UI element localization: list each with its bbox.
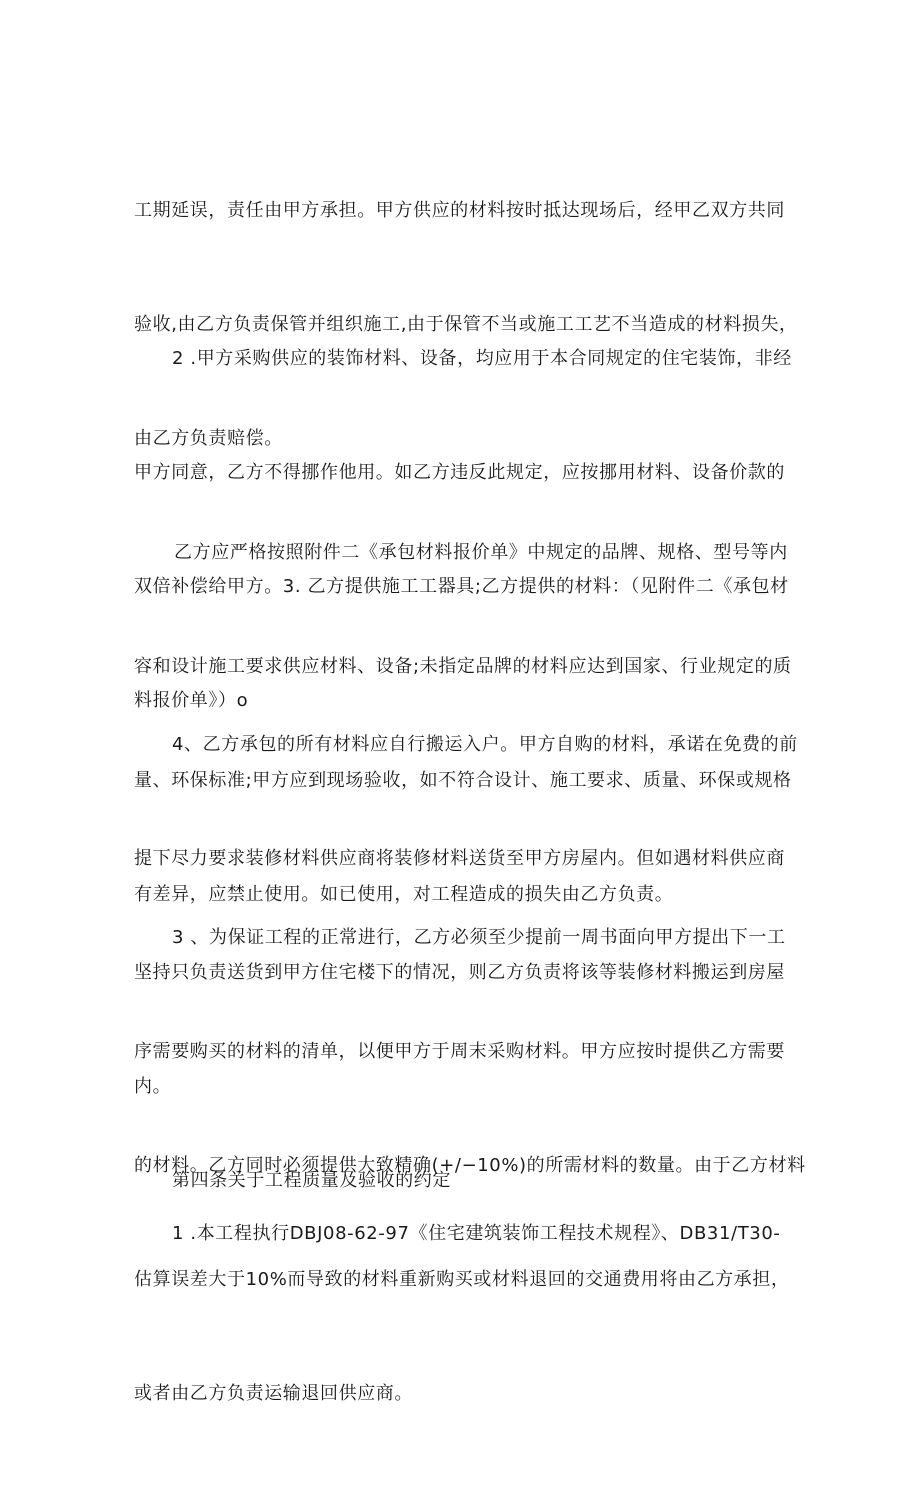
text-line: 提下尽力要求装修材料供应商将装修材料送货至甲方房屋内。但如遇材料供应商: [134, 848, 785, 869]
text-line: 或者由乙方负责运输退回供应商。: [134, 1383, 413, 1404]
text-line: 料报价单》）o: [134, 690, 249, 711]
text-line: 有差异，应禁止使用。如已使用，对工程造成的损失由乙方负责。: [134, 884, 674, 905]
text-line: 的材料。乙方同时必须提供大致精确(+/−10%)的所需材料的数量。由于乙方材料: [134, 1155, 806, 1176]
text-line: 坚持只负责送货到甲方住宅楼下的情况，则乙方负责将该等装修材料搬运到房屋: [134, 962, 785, 983]
text-line: 2 .甲方采购供应的装饰材料、设备，均应用于本合同规定的住宅装饰，非经: [172, 348, 792, 369]
text-line: 4、乙方承包的所有材料应自行搬运入户。甲方自购的材料，承诺在免费的前: [172, 734, 798, 755]
text-line: 估算误差大于10%而导致的材料重新购买或材料退回的交通费用将由乙方承担，: [134, 1269, 790, 1290]
text-line: 序需要购买的材料的清单，以便甲方于周末采购材料。甲方应按时提供乙方需要: [134, 1041, 785, 1062]
text-line: 验收,由乙方负责保管并组织施工,由于保管不当或施工工艺不当造成的材料损失，: [134, 314, 798, 335]
text-line: 第四条关于工程质量及验收的约定: [172, 1170, 451, 1191]
text-line: 内。: [134, 1076, 172, 1097]
text-line: 量、环保标准;甲方应到现场验收，如不符合设计、施工要求、质量、环保或规格: [134, 770, 792, 791]
text-line: 由乙方负责赔偿。: [134, 428, 283, 449]
text-line: 甲方同意，乙方不得挪作他用。如乙方违反此规定，应按挪用材料、设备价款的: [134, 462, 785, 483]
text-line: 工期延误，责任由甲方承担。甲方供应的材料按时抵达现场后，经甲乙双方共同: [134, 200, 785, 221]
text-line: 双倍补偿给甲方。3. 乙方提供施工工器具;乙方提供的材料：（见附件二《承包材: [134, 576, 789, 597]
text-line: 乙方应严格按照附件二《承包材料报价单》中规定的品牌、规格、型号等内: [174, 542, 788, 563]
text-line: 1 .本工程执行DBJ08-62-97《住宅建筑装饰工程技术规程》、DB31/T30-: [172, 1223, 781, 1244]
text-line: 3 、为保证工程的正常进行，乙方必须至少提前一周书面向甲方提出下一工: [172, 927, 786, 948]
text-line: 容和设计施工要求供应材料、设备;未指定品牌的材料应达到国家、行业规定的质: [134, 656, 792, 677]
